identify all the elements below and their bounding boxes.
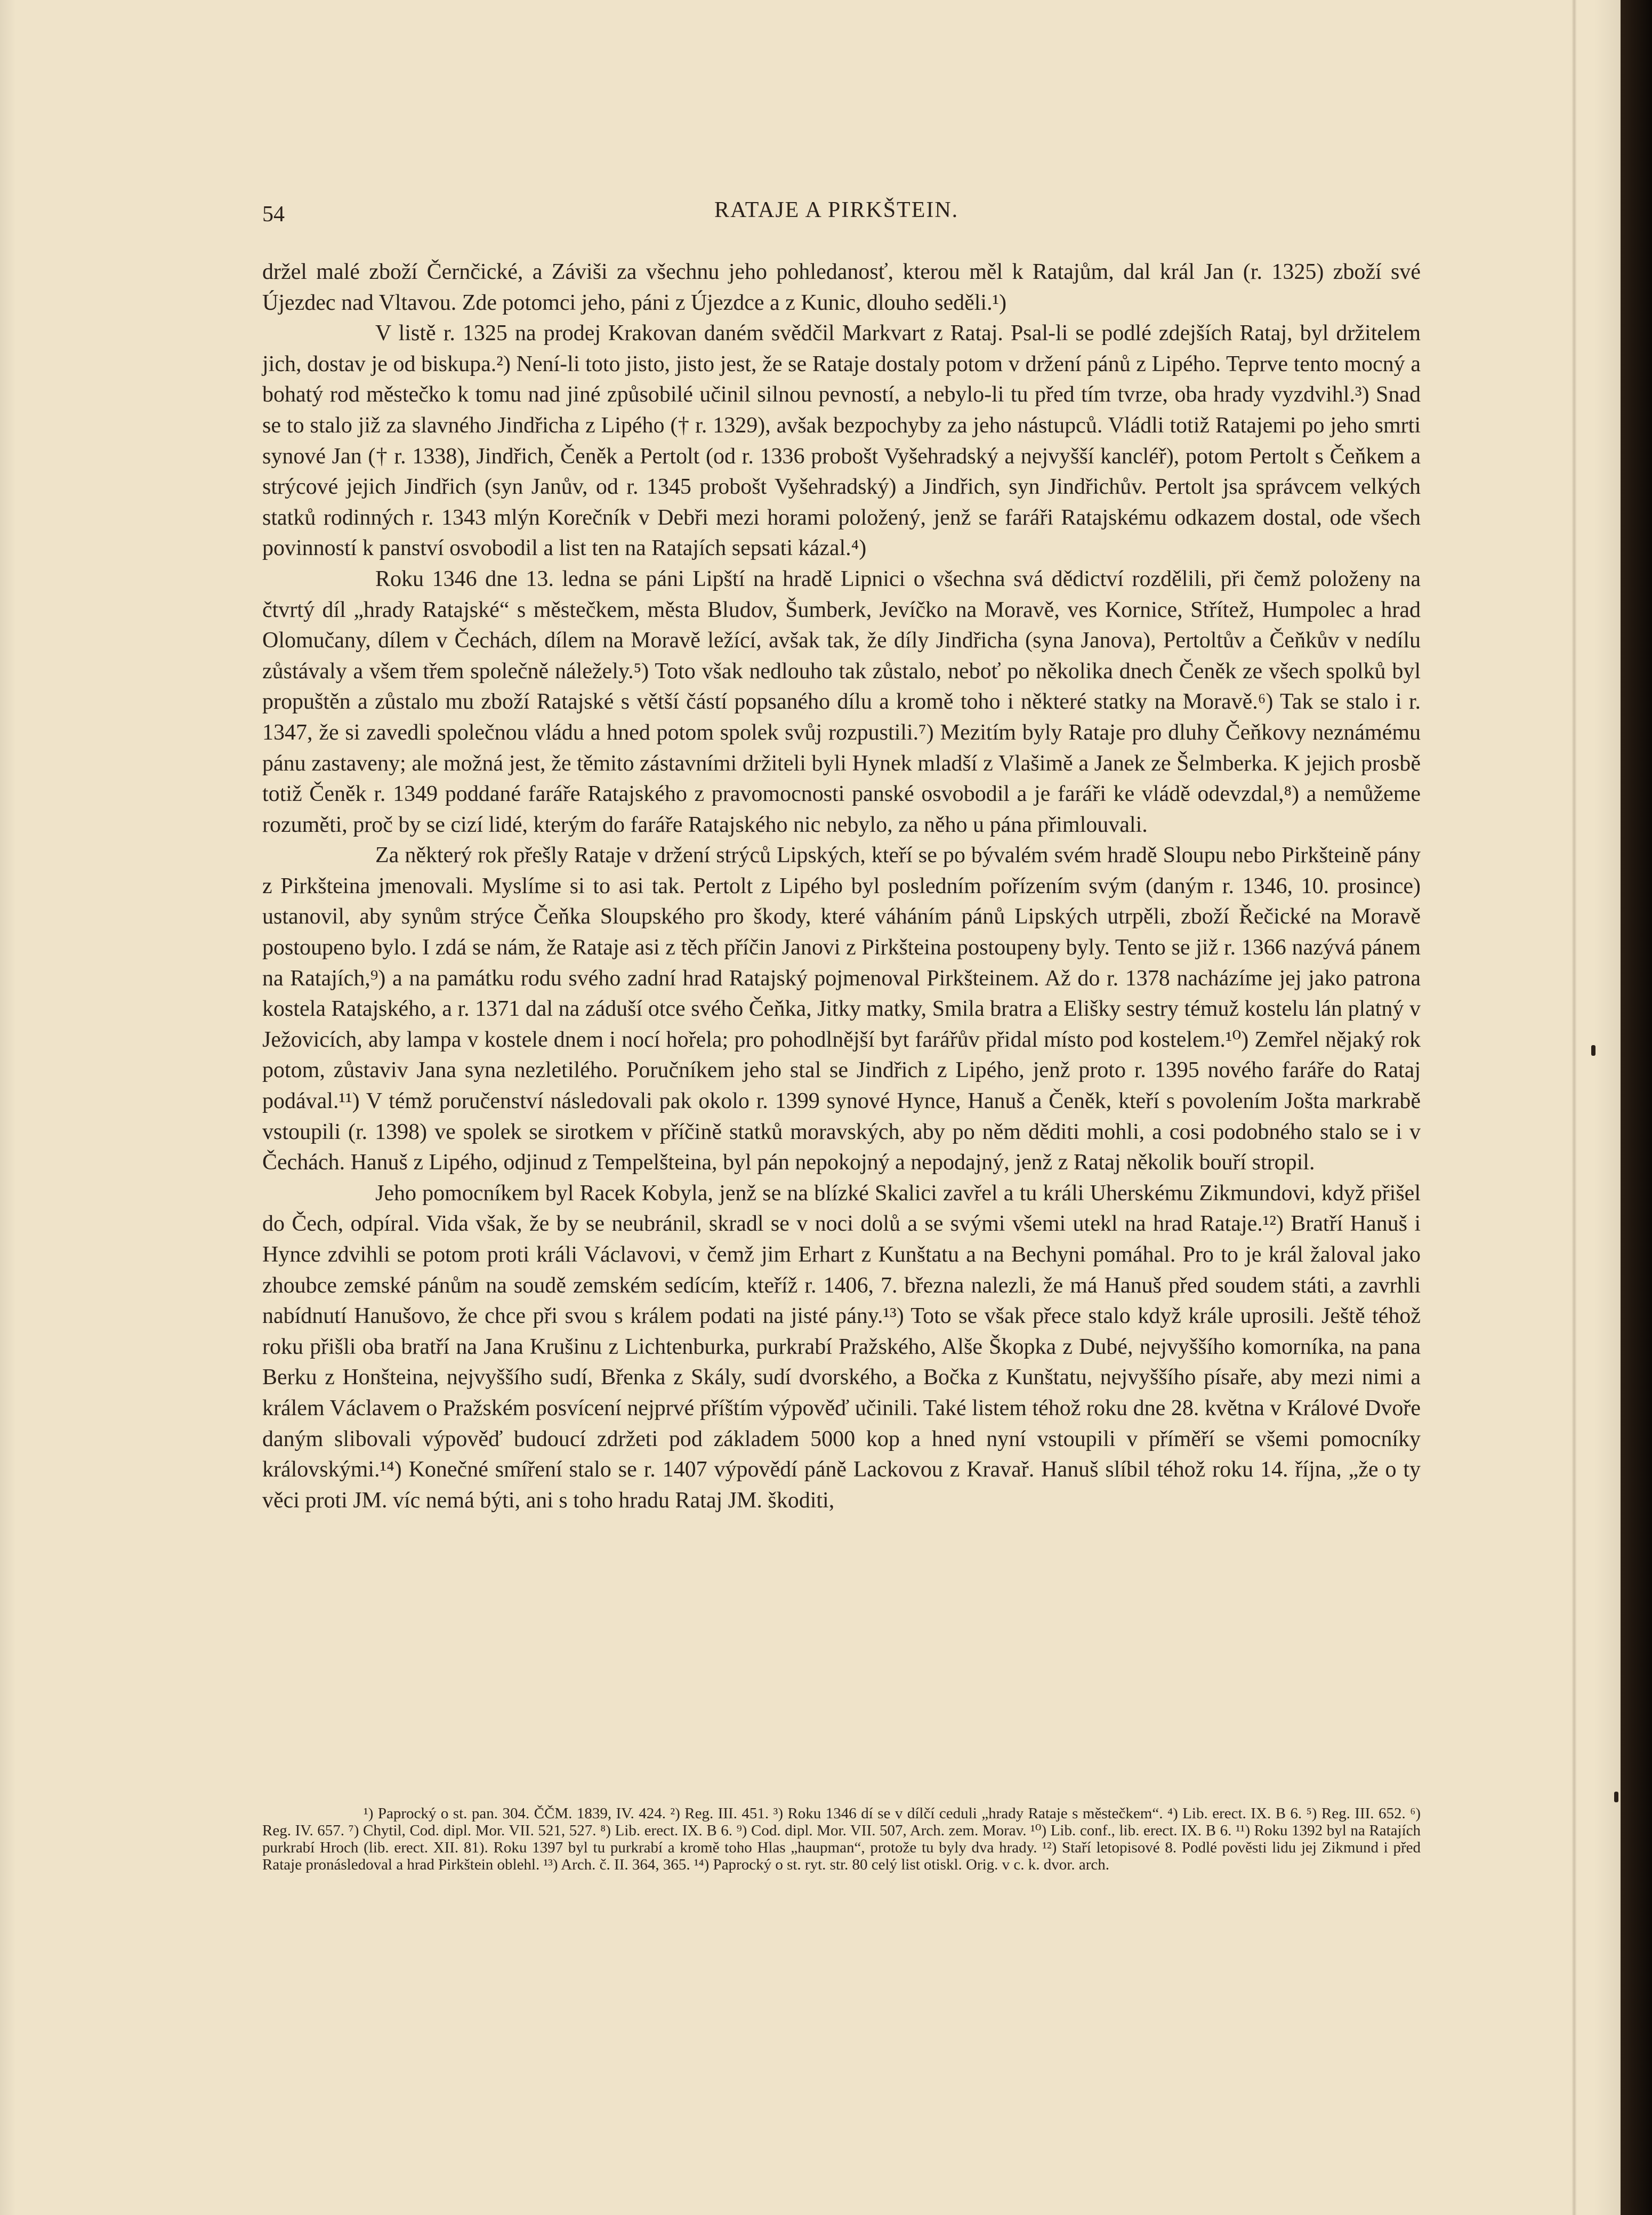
main-text xyxy=(262,257,1421,1516)
paragraph: držel malé zboží Černčické, a Záviši za všechnu jeho pohledanosť, kterou měl k Ratajům, dal král Jan (r. 1325) zboží své Újezdec nad Vltavou. Zde potomci jeho, páni z Újezdce a z Kunic, dlouho seděli.¹) xyxy=(262,260,1421,315)
footnotes: ¹) Paprocký o st. pan. 304. ČČM. 1839, IV. 424. ²) Reg. III. 451. ³) Roku 1346 dí se v dílčí ceduli „hrady Rataje s městečkem“. ⁴) Lib. erect. IX. B 6. ⁵) Reg. III. 652. ⁶) Reg. IV. 657. ⁷) Chytil, Cod. dipl. Mor. VII. 521, 527. ⁸) Lib. erect. IX. B 6. ⁹) Cod. dipl. Mor. VII. 507, Arch. zem. Morav. ¹⁰) Lib. conf., lib. erect. IX. B 6. ¹¹) Roku 1392 byl na Ratajích purkrabí Hroch (lib. erect. XII. 81). Roku 1397 byl tu purkrabí a kromě toho Hlas „haupman“, protože tu byly dva hrady. ¹²) Staří letopisové 8. Podlé pověsti lidu jej Zikmund i před Rataje pronásledoval a hrad Pirkštein oblehl. ¹³) Arch. č. II. 364, 365. ¹⁴) Paprocký o st. ryt. str. 80 celý list otiskl. Orig. v c. k. dvor. arch. xyxy=(262,1805,1421,1873)
paragraph: Jeho pomocníkem byl Racek Kobyla, jenž se na blízké Skalici zavřel a tu králi Uherskému Zikmundovi, když přišel do Čech, odpíral. Vida však, že by se neubránil, skradl se v noci dolů a se svými všemi utekl na hrad Rataje.¹²) Bratří Hanuš i Hynce zdvihli se potom proti králi Václavovi, v čemž jim Erhart z Kunštatu a na Bechyni pomáhal. Pro to je král žaloval jako zhoubce zemské pánům na soudě zemském sedícím, kteříž r. 1406, 7. března nalezli, že má Hanuš před soudem státi, a zavrhli nabídnutí Hanušovo, že chce při svou s králem podati na jisté pány.¹³) Toto se však přece stalo když krále uprosili. Ještě téhož roku přišli oba bratří na Jana Krušinu z Lichtenburka, purkrabí Pražského, Alše Škopka z Dubé, nejvyššího komorníka, na pana Berku z Honšteina, nejvyššího sudí, Břenka z Skály, sudí dvorského, a Bočka z Kunštatu, nejvyššího písaře, aby mezi nimi a králem Václavem o Pražském posvícení nejprvé příštím výpověď učinili. Také listem téhož roku dne 28. května v Králové Dvoře daným slibovali výpověď budoucí zdržeti pod základem 5000 kop a hned nyní vstoupili v příměří se všemi pomocníky královskými.¹⁴) Konečné smíření stalo se r. 1407 výpovědí páně Lackovou z Kravař. Hanuš slíbil téhož roku 14. října, „že o ty věci proti JM. víc nemá býti, ani s toho hradu Rataj JM. škoditi, xyxy=(262,1181,1421,1513)
margin-mark xyxy=(1591,1045,1595,1056)
page-header xyxy=(0,192,1621,240)
paragraph: Za některý rok přešly Rataje v držení strýců Lipských, kteří se po bývalém svém hradě Sloupu nebo Pirkšteině pány z Pirkšteina jmenovali. Myslíme si to asi tak. Pertolt z Lipého byl posledním pořízením svým (daným r. 1346, 10. prosince) ustanovil, aby synům strýce Čeňka Sloupského pro škody, které váháním pánů Lipských utrpěli, zboží Řečické na Moravě postoupeno bylo. I zdá se nám, že Rataje asi z těch příčin Janovi z Pirkšteina postoupeny byly. Tento se již r. 1366 nazývá pánem na Ratajích,⁹) a na památku rodu svého zadní hrad Ratajský pojmenoval Pirkšteinem. Až do r. 1378 nacházíme jej jako patrona kostela Ratajského, a r. 1371 dal na záduší otce svého Čeňka, Jitky matky, Smila bratra a Elišky sestry témuž kostelu lán platný v Ježovicích, aby lampa v kostele dnem i nocí hořela; pro pohodlnější byt farářův přidal místo pod kostelem.¹⁰) Zemřel nějaký rok potom, zůstaviv Jana syna nezletilého. Poručníkem jeho stal se Jindřich z Lipého, jenž proto r. 1395 nového faráře do Rataj podával.¹¹) V témž poručenství následovali pak okolo r. 1399 synové Hynce, Hanuš a Čeněk, kteří s povolením Jošta markrabě vstoupili (r. 1398) ve spolek se sirotkem v příčině statků moravských, aby po něm děditi mohli, a cosi podobného stalo se i v Čechách. Hanuš z Lipého, odjinud z Tempelšteina, byl pán nepokojný a nepodajný, jenž z Rataj několik bouří stropil. xyxy=(262,843,1421,1175)
running-head: RATAJE A PIRKŠTEIN. xyxy=(714,198,959,222)
paragraph: Roku 1346 dne 13. ledna se páni Lipští na hradě Lipnici o všechna svá dědictví rozdělili, při čemž položeny na čtvrtý díl „hrady Ratajské“ s městečkem, města Bludov, Šumberk, Jevíčko na Moravě, ves Kornice, Střítež, Humpolec a hrad Olomučany, dílem v Čechách, dílem na Moravě ležící, avšak tak, že díly Jindřicha (syna Janova), Pertoltův a Čeňkův v nedílu zůstávaly a všem třem společně náležely.⁵) Toto však nedlouho tak zůstalo, neboť po několika dnech Čeněk ze všech spolků byl propuštěn a zůstalo mu zboží Ratajské s větší částí popsaného dílu a kromě toho i některé statky na Moravě.⁶) Tak se stalo i r. 1347, že si zavedli společnou vládu a hned potom spolek svůj rozpustili.⁷) Mezitím byly Rataje pro dluhy Čeňkovy neznámému pánu zastaveny; ale možná jest, že těmito zástavními držiteli byli Hynek mladší z Vlašimě a Janek ze Šelmberka. K jejich prosbě totiž Čeněk r. 1349 poddané faráře Ratajského z pravomocnosti panské osvobodil a je faráři ke vládě odevzdal,⁸) a nemůžeme rozuměti, proč by se cizí lidé, kterým do faráře Ratajského nic nebylo, za něho u pána přimlouvali. xyxy=(262,566,1421,837)
scan-edge xyxy=(1621,0,1652,2215)
page-fold-shadow xyxy=(1572,0,1577,2215)
paragraph: V listě r. 1325 na prodej Krakovan daném svědčil Markvart z Rataj. Psal-li se podlé zdejších Rataj, byl držitelem jich, dostav je od biskupa.²) Není-li toto jisto, jisto jest, že se Rataje dostaly potom v držení pánů z Lipého. Teprve tento mocný a bohatý rod městečko k tomu nad jiné způsobilé učinil silnou pevností, a nebylo-li tu před tím tvrze, oba hrady vyzdvihl.³) Snad se to stalo již za slavného Jindřicha z Lipého († r. 1329), avšak bezpochyby za jeho nástupců. Vládli totiž Ratajemi po jeho smrti synové Jan († r. 1338), Jindřich, Čeněk a Pertolt (od r. 1336 probošt Vyšehradský a nejvyšší kancléř), potom Pertolt s Čeňkem a strýcové jejich Jindřich (syn Janův, od r. 1345 probošt Vyšehradský) a Jindřich, syn Jindřichův. Pertolt jsa správcem velkých statků rodinných r. 1343 mlýn Korečník v Debři mezi horami položený, jenž se faráři Ratajskému odkazem dostal, ode všech povinností k panství osvobodil a list ten na Ratajích sepsati kázal.⁴) xyxy=(262,321,1421,561)
page-number: 54 xyxy=(262,202,285,227)
margin-mark xyxy=(1614,1792,1618,1802)
